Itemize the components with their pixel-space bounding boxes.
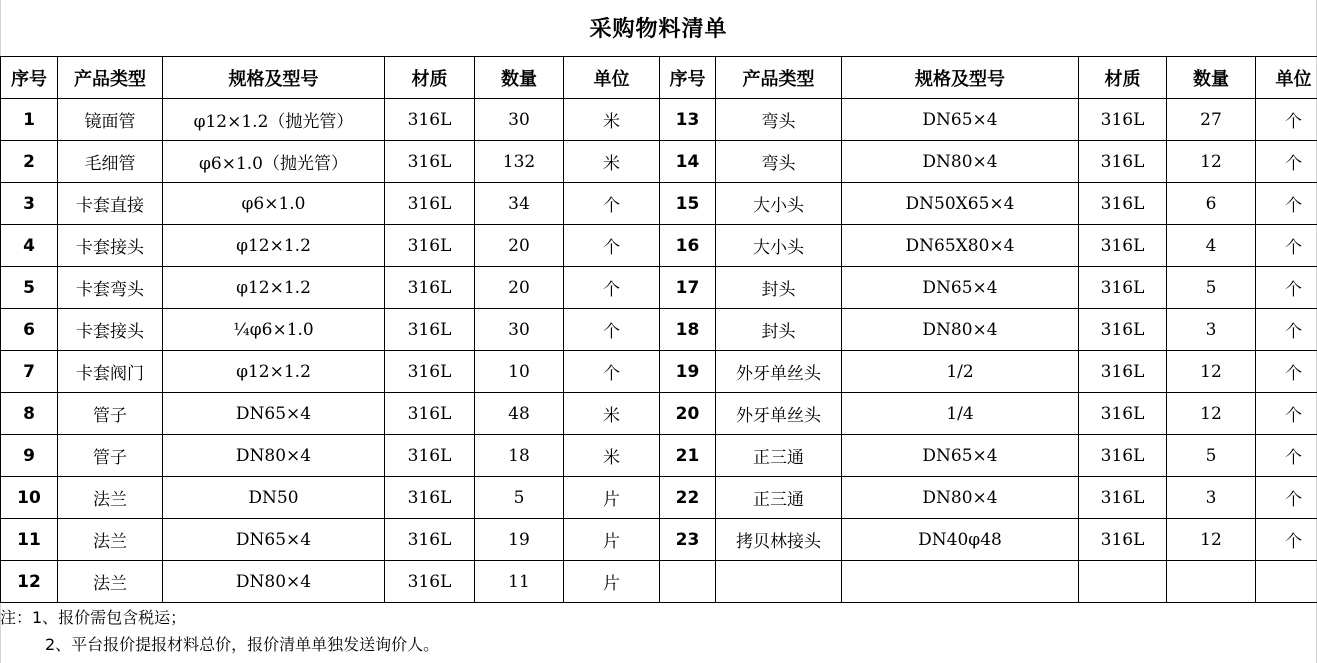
cell-no[interactable]: 19: [660, 351, 716, 393]
sheet-title[interactable]: 采购物料清单: [589, 17, 728, 42]
cell-no[interactable]: 16: [660, 225, 716, 267]
cell-type[interactable]: 法兰: [58, 477, 163, 519]
header-cell-qty[interactable]: 数量: [475, 57, 564, 99]
header-row: [1, 57, 1317, 99]
cell-material[interactable]: [1079, 561, 1167, 603]
cell-no[interactable]: 11: [1, 519, 58, 561]
cell-no[interactable]: 14: [660, 141, 716, 183]
cell-type[interactable]: 弯头: [716, 99, 842, 141]
cell-type[interactable]: 毛细管: [58, 141, 163, 183]
cell-unit[interactable]: 米: [564, 99, 660, 141]
cell-type[interactable]: 卡套弯头: [58, 267, 163, 309]
cell-type[interactable]: 卡套直接: [58, 183, 163, 225]
cell-type[interactable]: 卡套接头: [58, 309, 163, 351]
cell-type[interactable]: 大小头: [716, 225, 842, 267]
cell-type[interactable]: 正三通: [716, 435, 842, 477]
header-cell-spec[interactable]: 规格及型号: [842, 57, 1079, 99]
cell-material[interactable]: 316L: [1079, 183, 1167, 225]
cell-material[interactable]: 316L: [385, 351, 475, 393]
cell-unit[interactable]: 个: [564, 183, 660, 225]
cell-qty[interactable]: 6: [1167, 183, 1256, 225]
cell-material[interactable]: 316L: [1079, 267, 1167, 309]
cell-material[interactable]: 316L: [1079, 519, 1167, 561]
table-row: [1, 519, 1317, 561]
cell-qty[interactable]: 27: [1167, 99, 1256, 141]
cell-material[interactable]: 316L: [385, 477, 475, 519]
cell-type[interactable]: 封头: [716, 309, 842, 351]
cell-material[interactable]: 316L: [385, 183, 475, 225]
cell-qty[interactable]: 5: [475, 477, 564, 519]
cell-qty[interactable]: 12: [1167, 519, 1256, 561]
cell-material[interactable]: 316L: [1079, 435, 1167, 477]
header-cell-unit[interactable]: 单位: [564, 57, 660, 99]
cell-type[interactable]: 正三通: [716, 477, 842, 519]
cell-no[interactable]: 23: [660, 519, 716, 561]
table-row: [1, 435, 1317, 477]
table-row: [1, 477, 1317, 519]
cell-material[interactable]: 316L: [385, 309, 475, 351]
table-row: [1, 351, 1317, 393]
header-cell-spec[interactable]: 规格及型号: [163, 57, 385, 99]
cell-material[interactable]: 316L: [385, 393, 475, 435]
cell-spec[interactable]: DN65×4: [163, 393, 385, 435]
cell-unit[interactable]: 个: [1256, 99, 1317, 141]
cell-qty[interactable]: 5: [1167, 267, 1256, 309]
cell-qty[interactable]: 4: [1167, 225, 1256, 267]
cell-unit[interactable]: 个: [564, 309, 660, 351]
cell-unit[interactable]: 个: [1256, 141, 1317, 183]
cell-no[interactable]: 18: [660, 309, 716, 351]
cell-material[interactable]: 316L: [1079, 141, 1167, 183]
cell-spec[interactable]: DN65×4: [842, 267, 1079, 309]
cell-no[interactable]: 22: [660, 477, 716, 519]
cell-unit[interactable]: 个: [1256, 267, 1317, 309]
header-cell-type[interactable]: 产品类型: [58, 57, 163, 99]
note-line-2[interactable]: 2、平台报价提报材料总价，报价清单单独发送询价人。: [45, 635, 440, 654]
cell-type[interactable]: 大小头: [716, 183, 842, 225]
cell-no[interactable]: 6: [1, 309, 58, 351]
cell-material[interactable]: 316L: [1079, 99, 1167, 141]
table-row: [1, 141, 1317, 183]
cell-no[interactable]: 9: [1, 435, 58, 477]
bom-table-body: [1, 99, 1317, 603]
header-cell-material[interactable]: 材质: [385, 57, 475, 99]
table-row: [1, 99, 1317, 141]
cell-type[interactable]: 弯头: [716, 141, 842, 183]
header-cell-type[interactable]: 产品类型: [716, 57, 842, 99]
cell-qty[interactable]: 20: [475, 267, 564, 309]
cell-material[interactable]: 316L: [1079, 225, 1167, 267]
cell-type[interactable]: 拷贝林接头: [716, 519, 842, 561]
cell-unit[interactable]: 个: [1256, 183, 1317, 225]
cell-unit[interactable]: 个: [1256, 519, 1317, 561]
cell-material[interactable]: 316L: [385, 99, 475, 141]
cell-no[interactable]: 10: [1, 477, 58, 519]
cell-unit[interactable]: 片: [564, 561, 660, 603]
table-row: [1, 393, 1317, 435]
notes: [0, 604, 1300, 658]
cell-no[interactable]: 12: [1, 561, 58, 603]
cell-no[interactable]: 4: [1, 225, 58, 267]
cell-spec[interactable]: DN80×4: [842, 141, 1079, 183]
cell-no[interactable]: 1: [1, 99, 58, 141]
cell-qty[interactable]: 30: [475, 99, 564, 141]
cell-material[interactable]: 316L: [385, 435, 475, 477]
cell-material[interactable]: 316L: [1079, 309, 1167, 351]
cell-spec[interactable]: φ12×1.2（抛光管）: [163, 99, 385, 141]
cell-unit[interactable]: 个: [1256, 225, 1317, 267]
header-cell-material[interactable]: 材质: [1079, 57, 1167, 99]
cell-spec[interactable]: 1/2: [842, 351, 1079, 393]
cell-no[interactable]: 5: [1, 267, 58, 309]
cell-material[interactable]: 316L: [1079, 477, 1167, 519]
cell-spec[interactable]: DN80×4: [842, 309, 1079, 351]
table-row: [1, 183, 1317, 225]
cell-unit[interactable]: 个: [1256, 351, 1317, 393]
cell-qty[interactable]: 30: [475, 309, 564, 351]
cell-unit[interactable]: 个: [564, 225, 660, 267]
cell-no[interactable]: 17: [660, 267, 716, 309]
cell-spec[interactable]: [842, 561, 1079, 603]
cell-spec[interactable]: DN80×4: [842, 477, 1079, 519]
cell-unit[interactable]: 个: [1256, 477, 1317, 519]
cell-unit[interactable]: 个: [1256, 435, 1317, 477]
cell-spec[interactable]: φ12×1.2: [163, 267, 385, 309]
cell-material[interactable]: 316L: [385, 519, 475, 561]
cell-qty[interactable]: 12: [1167, 393, 1256, 435]
cell-type[interactable]: 卡套阀门: [58, 351, 163, 393]
table-row: [1, 309, 1317, 351]
cell-unit[interactable]: [1256, 561, 1317, 603]
cell-qty[interactable]: 132: [475, 141, 564, 183]
cell-qty[interactable]: 34: [475, 183, 564, 225]
cell-material[interactable]: 316L: [385, 141, 475, 183]
table-row: [1, 267, 1317, 309]
header-cell-unit[interactable]: 单位: [1256, 57, 1317, 99]
cell-spec[interactable]: DN80×4: [163, 435, 385, 477]
cell-qty[interactable]: 5: [1167, 435, 1256, 477]
cell-qty[interactable]: 19: [475, 519, 564, 561]
cell-qty[interactable]: 48: [475, 393, 564, 435]
note-line-1[interactable]: 注：1、报价需包含税运；: [0, 608, 187, 627]
header-cell-qty[interactable]: 数量: [1167, 57, 1256, 99]
table-row: [1, 561, 1317, 603]
cell-qty[interactable]: [1167, 561, 1256, 603]
cell-unit[interactable]: 个: [1256, 393, 1317, 435]
cell-material[interactable]: 316L: [1079, 393, 1167, 435]
cell-qty[interactable]: 3: [1167, 309, 1256, 351]
cell-no[interactable]: [660, 561, 716, 603]
cell-type[interactable]: 法兰: [58, 561, 163, 603]
cell-unit[interactable]: 片: [564, 519, 660, 561]
cell-no[interactable]: 21: [660, 435, 716, 477]
cell-type[interactable]: [716, 561, 842, 603]
cell-qty[interactable]: 18: [475, 435, 564, 477]
cell-spec[interactable]: DN65×4: [163, 519, 385, 561]
cell-qty[interactable]: 10: [475, 351, 564, 393]
cell-unit[interactable]: 片: [564, 477, 660, 519]
header-cell-no[interactable]: 序号: [1, 57, 58, 99]
cell-unit[interactable]: 米: [564, 435, 660, 477]
cell-no[interactable]: 3: [1, 183, 58, 225]
cell-unit[interactable]: 米: [564, 393, 660, 435]
cell-spec[interactable]: DN65×4: [842, 435, 1079, 477]
cell-type[interactable]: 管子: [58, 393, 163, 435]
cell-qty[interactable]: 11: [475, 561, 564, 603]
cell-qty[interactable]: 12: [1167, 141, 1256, 183]
cell-spec[interactable]: DN50X65×4: [842, 183, 1079, 225]
header-cell-no[interactable]: 序号: [660, 57, 716, 99]
cell-material[interactable]: 316L: [385, 267, 475, 309]
cell-no[interactable]: 15: [660, 183, 716, 225]
cell-no[interactable]: 8: [1, 393, 58, 435]
cell-no[interactable]: 20: [660, 393, 716, 435]
cell-type[interactable]: 外牙单丝头: [716, 393, 842, 435]
cell-spec[interactable]: 1/4: [842, 393, 1079, 435]
cell-spec[interactable]: DN65×4: [842, 99, 1079, 141]
cell-unit[interactable]: 个: [1256, 309, 1317, 351]
cell-type[interactable]: 镜面管: [58, 99, 163, 141]
cell-spec[interactable]: φ6×1.0（抛光管）: [163, 141, 385, 183]
cell-spec[interactable]: ¼φ6×1.0: [163, 309, 385, 351]
cell-type[interactable]: 卡套接头: [58, 225, 163, 267]
table-row: [1, 225, 1317, 267]
cell-no[interactable]: 2: [1, 141, 58, 183]
cell-material[interactable]: 316L: [385, 225, 475, 267]
cell-unit[interactable]: 米: [564, 141, 660, 183]
cell-material[interactable]: 316L: [1079, 351, 1167, 393]
cell-spec[interactable]: DN40φ48: [842, 519, 1079, 561]
cell-spec[interactable]: DN80×4: [163, 561, 385, 603]
cell-qty[interactable]: 12: [1167, 351, 1256, 393]
cell-spec[interactable]: φ12×1.2: [163, 351, 385, 393]
cell-type[interactable]: 封头: [716, 267, 842, 309]
cell-unit[interactable]: 个: [564, 351, 660, 393]
cell-unit[interactable]: 个: [564, 267, 660, 309]
bom-table: [0, 56, 1317, 603]
cell-type[interactable]: 管子: [58, 435, 163, 477]
cell-spec[interactable]: φ6×1.0: [163, 183, 385, 225]
cell-no[interactable]: 7: [1, 351, 58, 393]
cell-spec[interactable]: DN65X80×4: [842, 225, 1079, 267]
cell-spec[interactable]: DN50: [163, 477, 385, 519]
cell-no[interactable]: 13: [660, 99, 716, 141]
cell-type[interactable]: 法兰: [58, 519, 163, 561]
cell-spec[interactable]: φ12×1.2: [163, 225, 385, 267]
cell-qty[interactable]: 3: [1167, 477, 1256, 519]
cell-qty[interactable]: 20: [475, 225, 564, 267]
cell-type[interactable]: 外牙单丝头: [716, 351, 842, 393]
cell-material[interactable]: 316L: [385, 561, 475, 603]
